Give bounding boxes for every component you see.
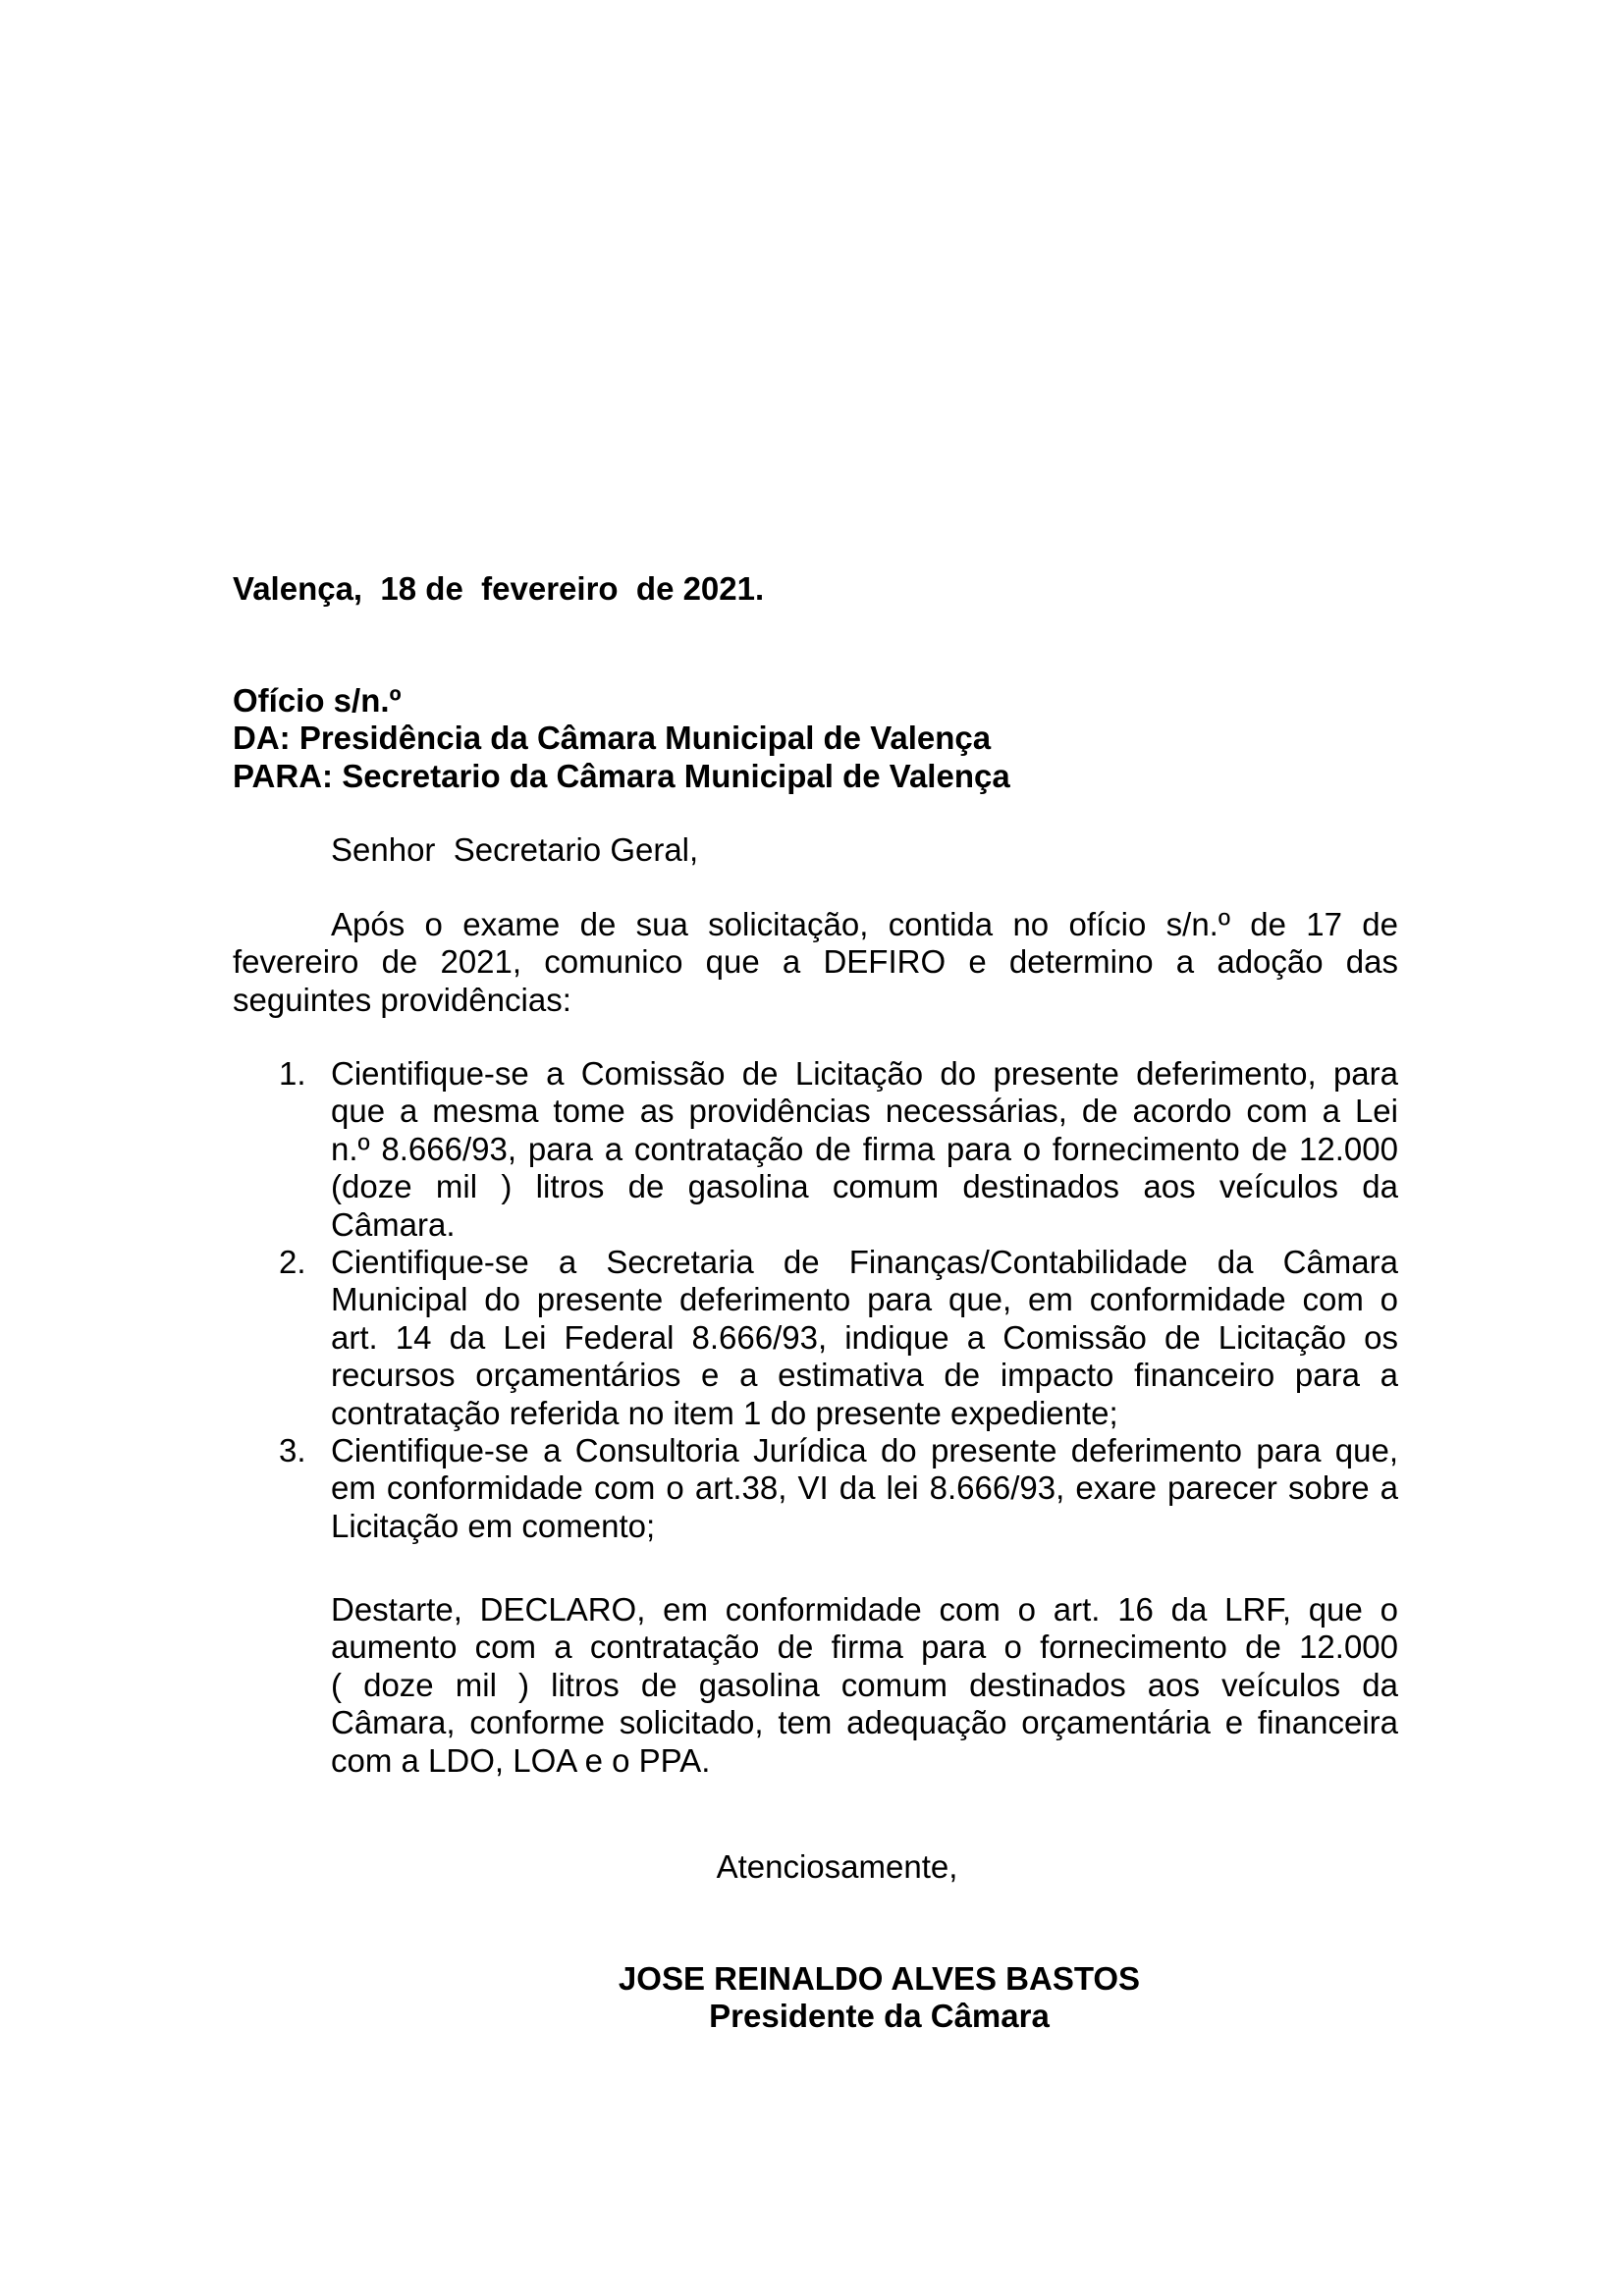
declaration-line: Câmara, conforme solicitado, tem adequação orçamentária e financeira xyxy=(331,1704,1398,1741)
signature-block xyxy=(331,1960,1428,2036)
closing: Atenciosamente, xyxy=(716,1848,958,1885)
intro-line: seguintes providências: xyxy=(233,981,571,1018)
list-item-line: Cientifique-se a Secretaria de Finanças/Contabilidade da Câmara xyxy=(331,1244,1398,1281)
list-item-number: 1. xyxy=(279,1055,306,1092)
list-item-line: (doze mil ) litros de gasolina comum destinados aos veículos da xyxy=(331,1168,1398,1205)
intro-line: fevereiro de 2021, comunico que a DEFIRO e determino a adoção das xyxy=(233,943,1398,981)
list-item-line: recursos orçamentários e a estimativa de impacto financeiro para a xyxy=(331,1357,1398,1394)
list-item-line: Cientifique-se a Comissão de Licitação do presente deferimento, para xyxy=(331,1055,1398,1092)
list-item-line: Cientifique-se a Consultoria Jurídica do presente deferimento para que, xyxy=(331,1432,1398,1469)
date-line: Valença, 18 de fevereiro de 2021. xyxy=(233,570,765,607)
declaration-line: com a LDO, LOA e o PPA. xyxy=(331,1741,711,1779)
list-item-line: que a mesma tome as providências necessárias, de acordo com a Lei xyxy=(331,1093,1398,1130)
signature-title: Presidente da Câmara xyxy=(709,1998,1050,2035)
salutation: Senhor Secretario Geral, xyxy=(331,831,699,868)
reference-block xyxy=(233,682,1398,795)
list-item-line: em conformidade com o art.38, VI da lei 8.666/93, exare parecer sobre a xyxy=(331,1469,1398,1507)
list-item-3 xyxy=(233,1432,1398,1545)
list-item-line: Câmara. xyxy=(331,1205,456,1243)
declaration-line: Destarte, DECLARO, em conformidade com o art. 16 da LRF, que o xyxy=(331,1591,1398,1628)
declaration-line: aumento com a contratação de firma para o fornecimento de 12.000 xyxy=(331,1629,1398,1666)
oficio-to: PARA: Secretario da Câmara Municipal de Valença xyxy=(233,757,1010,794)
intro-line: Após o exame de sua solicitação, contida no ofício s/n.º de 17 de xyxy=(331,906,1398,942)
items-list xyxy=(233,1055,1398,1545)
list-item-1 xyxy=(233,1055,1398,1244)
list-item-line: Licitação em comento; xyxy=(331,1507,656,1544)
intro-paragraph xyxy=(233,906,1398,1019)
list-item-line: art. 14 da Lei Federal 8.666/93, indique a Comissão de Licitação os xyxy=(331,1318,1398,1356)
declaration-paragraph xyxy=(331,1591,1398,1780)
list-item-number: 3. xyxy=(279,1432,306,1469)
oficio-from: DA: Presidência da Câmara Municipal de Valença xyxy=(233,720,992,757)
list-item-line: contratação referida no item 1 do presente expediente; xyxy=(331,1394,1118,1431)
oficio-number: Ofício s/n.º xyxy=(233,682,402,719)
list-item-number: 2. xyxy=(279,1244,306,1281)
list-item-line: Municipal do presente deferimento para que, em conformidade com o xyxy=(331,1281,1398,1318)
declaration-line: ( doze mil ) litros de gasolina comum destinados aos veículos da xyxy=(331,1666,1398,1703)
list-item-line: n.º 8.666/93, para a contratação de firma para o fornecimento de 12.000 xyxy=(331,1130,1398,1167)
list-item-2 xyxy=(233,1244,1398,1432)
signature-name: JOSE REINALDO ALVES BASTOS xyxy=(618,1960,1141,1997)
